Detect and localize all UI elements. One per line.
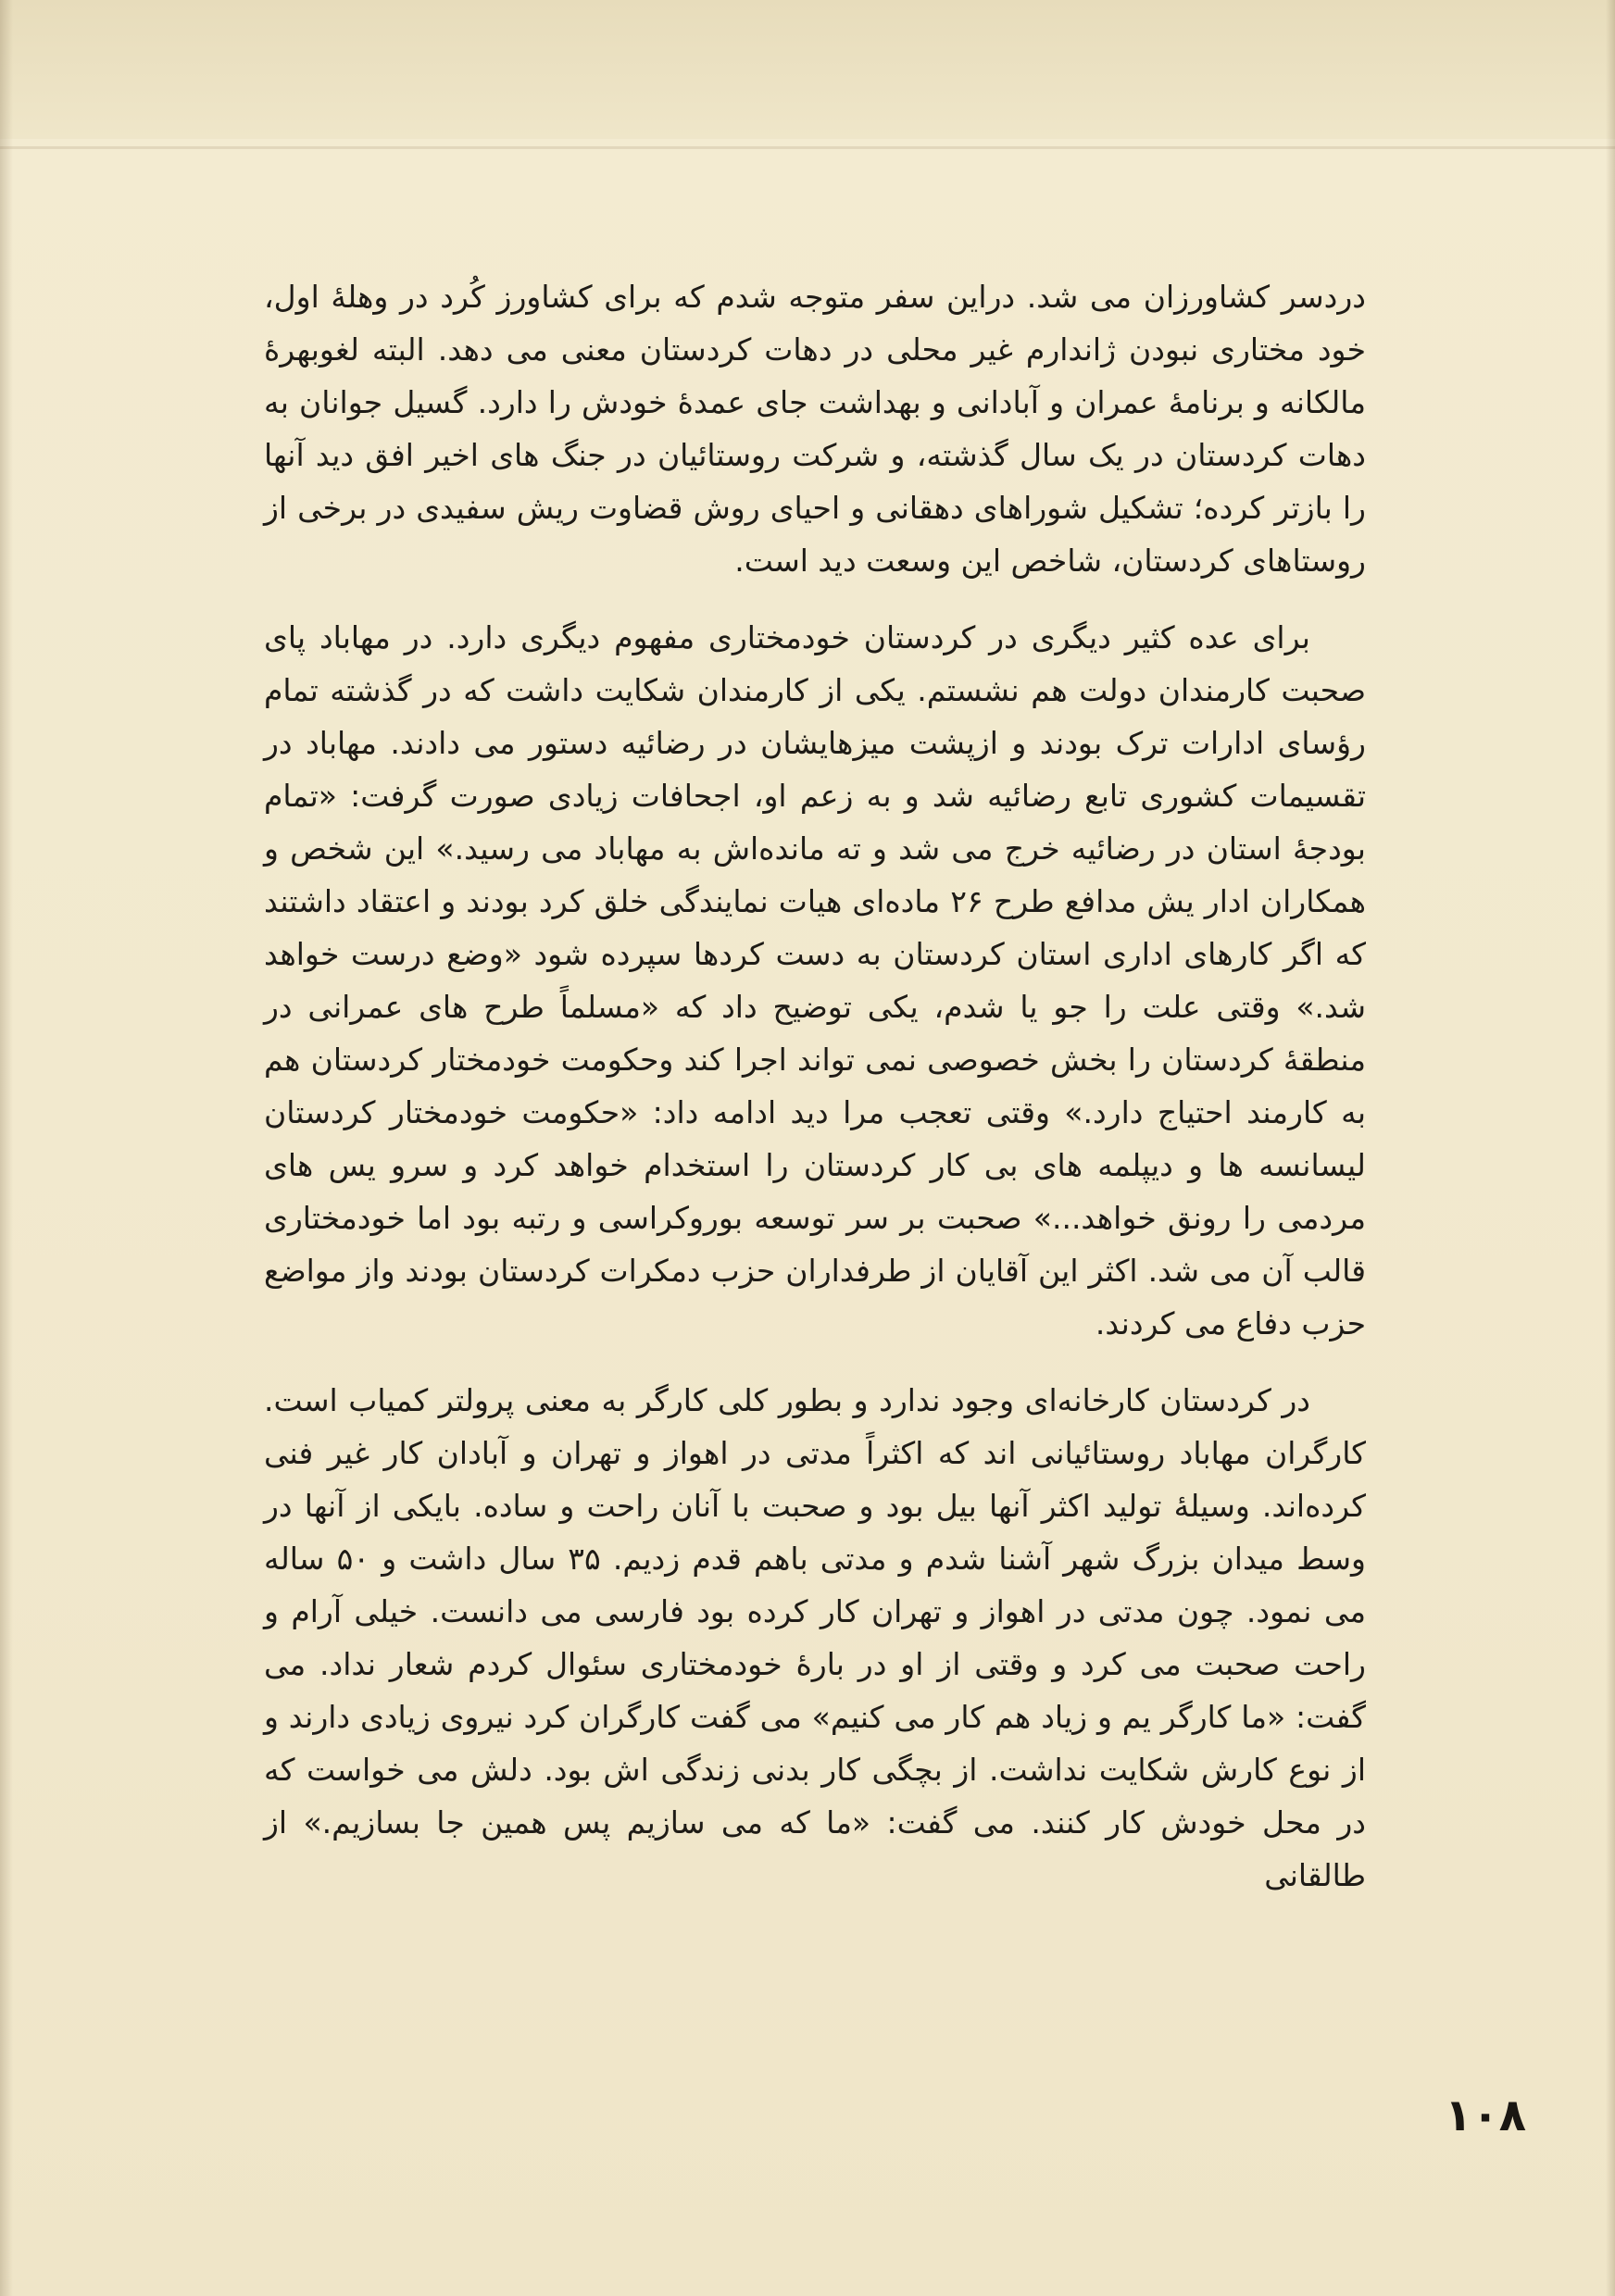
body-text: [264, 270, 1366, 2113]
page-top-margin: [0, 0, 1615, 139]
page-right-edge: [1606, 0, 1615, 2296]
paragraph-1: دردسر کشاورزان می شد. دراین سفر متوجه شدم که برای کشاورز کُرد در وهلهٔ اول، خود مختاری نبودن ژاندارم غیر محلی در دهات کردستان معنی می دهد. البته لغوبهرهٔ مالکانه و برنامهٔ عمران و آبادانی و بهداشت جای عمدهٔ خودش را دارد. گسیل جوانان به دهات کردستان در یک سال گذشته، و شرکت روستائیان در جنگ های اخیر افق دید آنها را بازتر کرده؛ تشکیل شوراهای دهقانی و احیای روش قضاوت ریش سفیدی در برخی از روستاهای کردستان، شاخص این وسعت دید است.: [264, 279, 1366, 579]
page-fold-shadow: [0, 146, 1615, 149]
paragraph-2: برای عده کثیر دیگری در کردستان خودمختاری مفهوم دیگری دارد. در مهاباد پای صحبت کارمندان دولت هم نشستم. یکی از کارمندان شکایت داشت که در گذشته تمام رؤسای ادارات ترک بودند و ازپشت میزهایشان در رضائیه دستور می دادند. مهاباد در تقسیمات کشوری تابع رضائیه شد و به زعم او، اجحافات زیادی صورت گرفت: «تمام بودجهٔ استان در رضائیه خرج می شد و ته مانده‌اش به مهاباد می رسید.» این شخص و همکاران ادار یش مدافع طرح ۲۶ ماده‌ای هیات نمایندگی خلق کرد بودند و اعتقاد داشتند که اگر کارهای اداری استان کردستان به دست کردها سپرده شود «وضع درست خواهد شد.» وقتی علت را جو یا شدم، یکی توضیح داد که «مسلماً طرح های عمرانی در منطقهٔ کردستان را بخش خصوصی نمی تواند اجرا کند وحکومت خودمختار کردستان هم به کارمند احتیاج دارد.» وقتی تعجب مرا دید ادامه داد: «حکومت خودمختار کردستان لیسانسه ها و دیپلمه های بی کار کردستان را استخدام خواهد کرد و سرو یس های مردمی را رونق خواهد...» صحبت بر سر توسعه بوروکراسی و رتبه بود اما خودمختاری قالب آن می شد. اکثر این آقایان از طرفداران حزب دمکرات کردستان بودند واز مواضع حزب دفاع می کردند.: [264, 619, 1366, 1341]
page-number: ۱۰۸: [1445, 2090, 1526, 2141]
paragraph-3: در کردستان کارخانه‌ای وجود ندارد و بطور کلی کارگر به معنی پرولتر کمیاب است. کارگران مهاباد روستائیانی اند که اکثراً مدتی در اهواز و تهران و آبادان کار غیر فنی کرده‌اند. وسیلهٔ تولید اکثر آنها بیل بود و صحبت با آنان راحت و ساده. بایکی از آنها در وسط میدان بزرگ شهر آشنا شدم و مدتی باهم قدم زدیم. ۳۵ سال داشت و ۵۰ ساله می نمود. چون مدتی در اهواز و تهران کار کرده بود فارسی می دانست. خیلی آرام و راحت صحبت می کرد و وقتی از او در بارهٔ خودمختاری سئوال کردم شعار نداد. می گفت: «ما کارگر یم و زیاد هم کار می کنیم» می گفت کارگران کرد نیروی زیادی دارند و از نوع کارش شکایت نداشت. از بچگی کار بدنی زندگی اش بود. دلش می خواست که در محل خودش کار کنند. می گفت: «ما که می سازیم پس همین جا بسازیم.» از طالقانی: [264, 1382, 1366, 1893]
page-left-edge: [0, 0, 13, 2296]
